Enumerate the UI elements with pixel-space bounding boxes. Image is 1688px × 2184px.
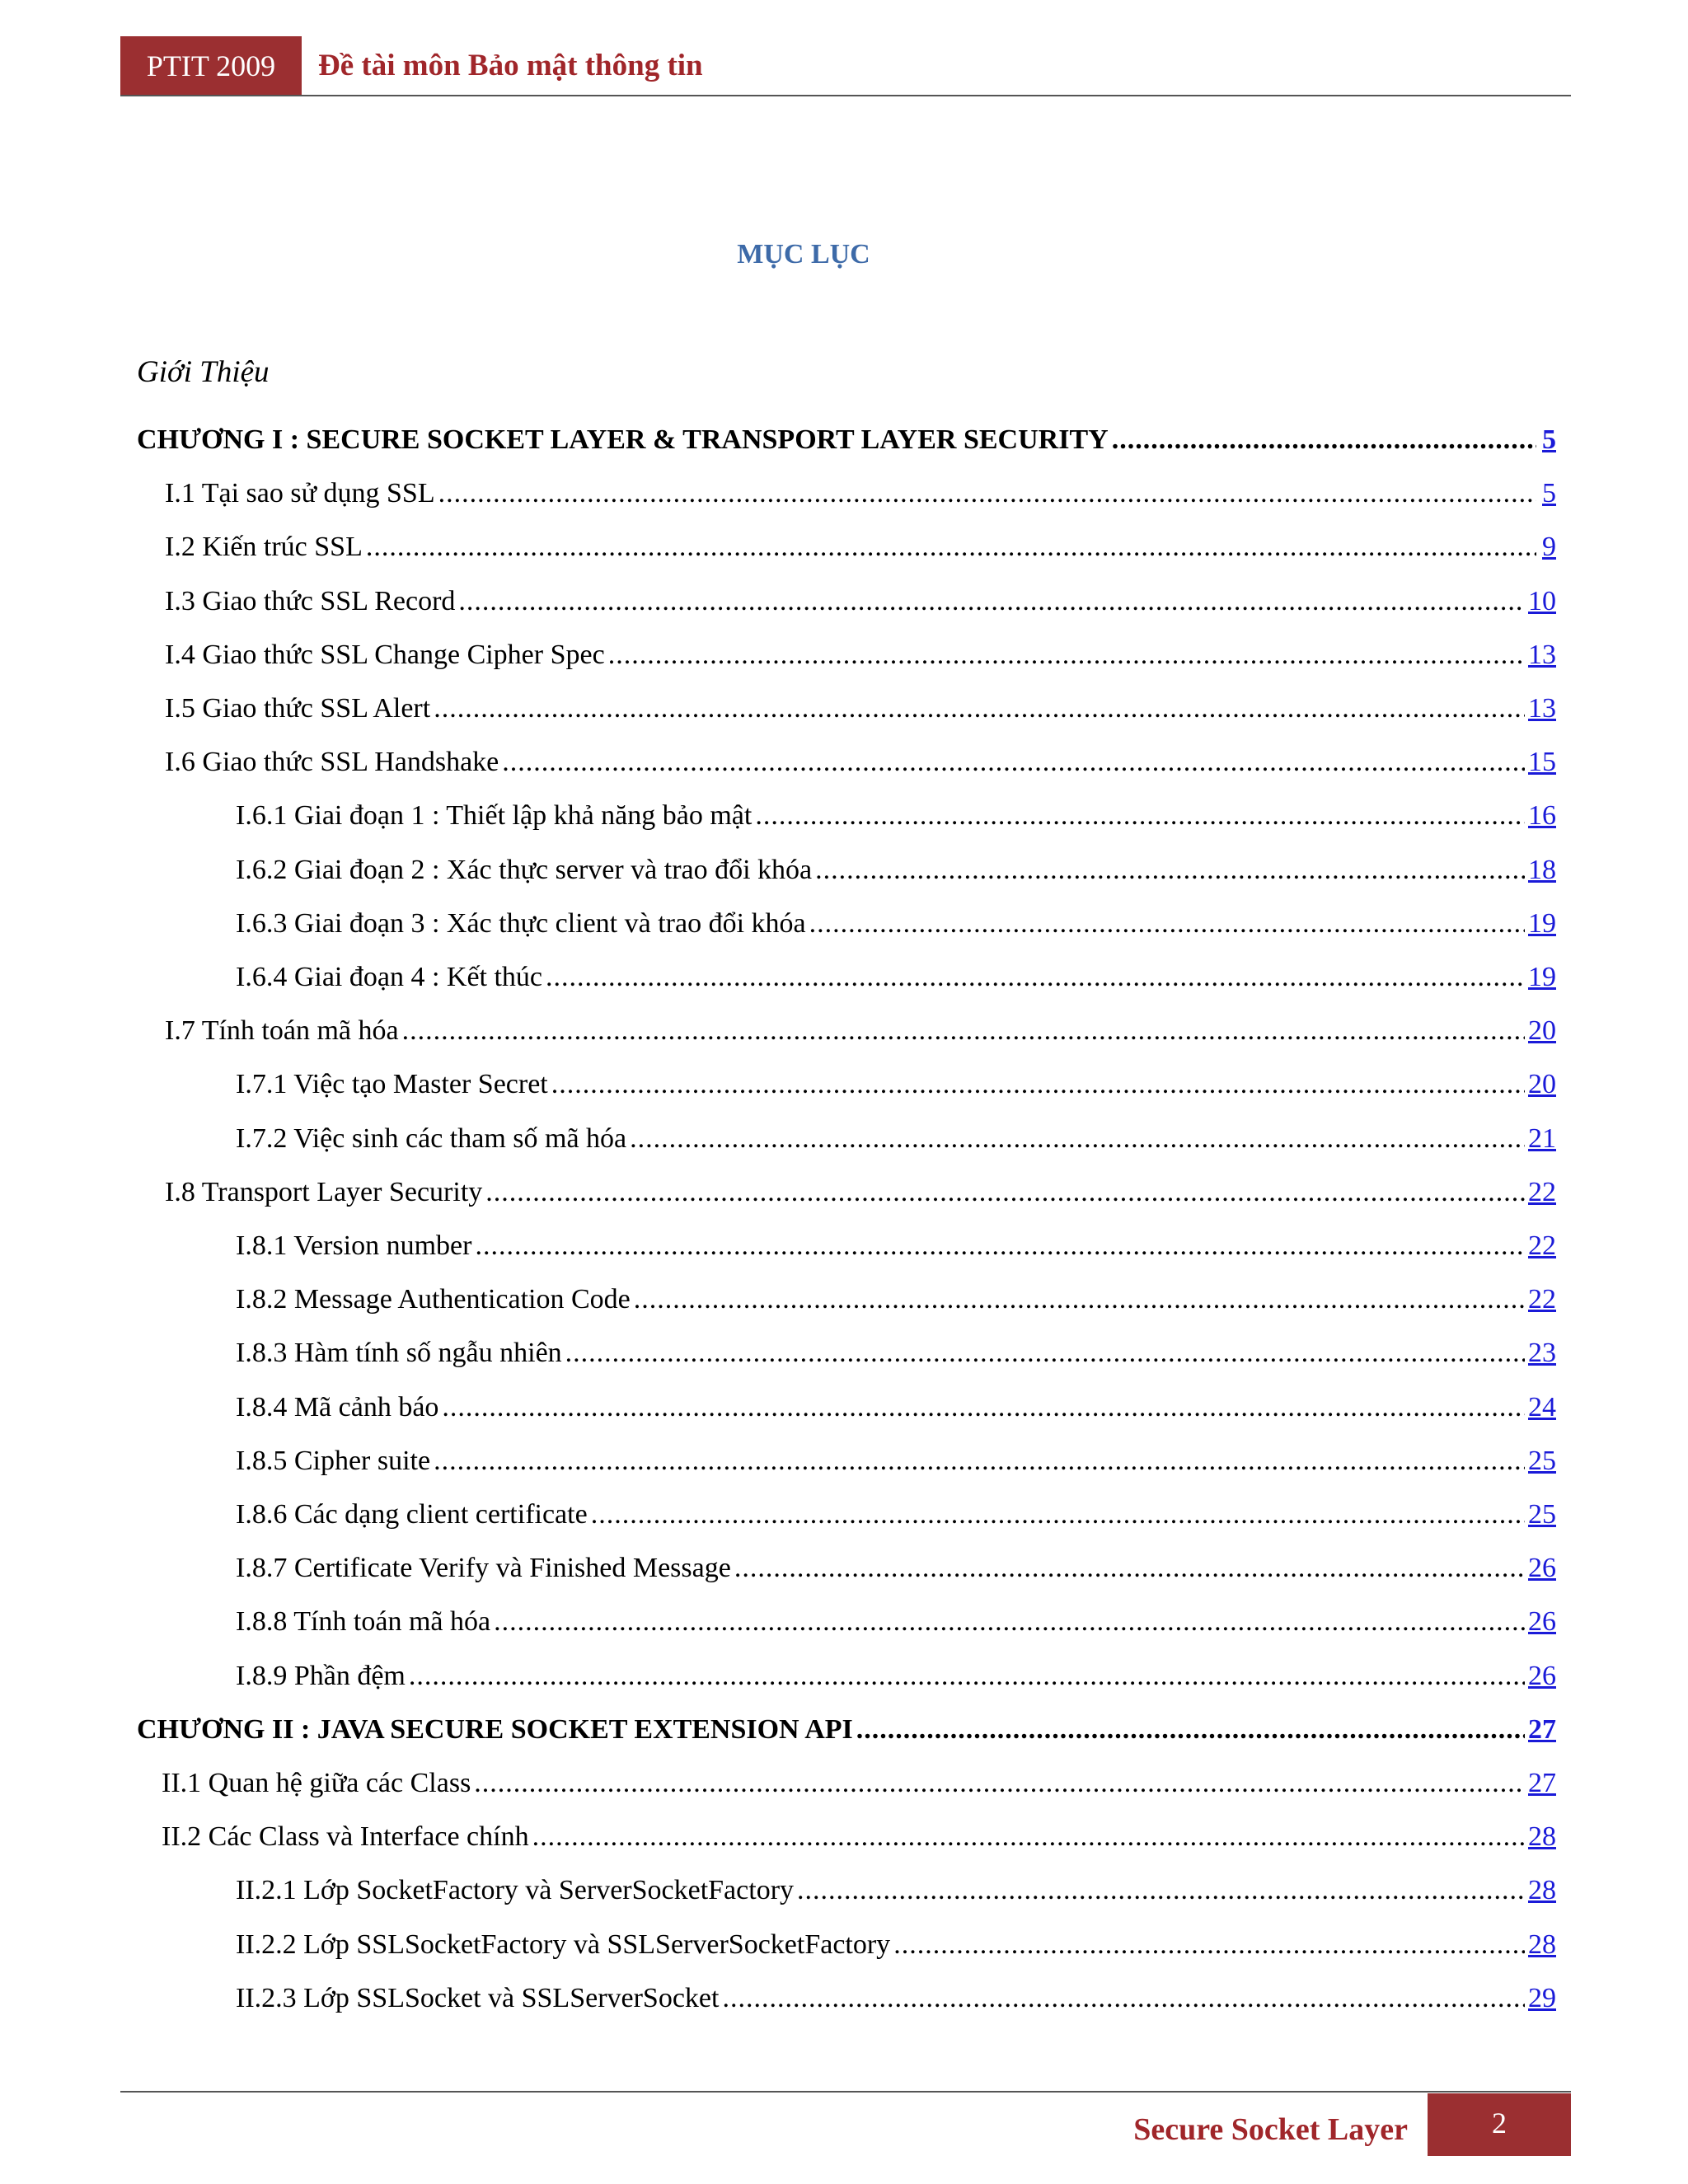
toc-entry-label: I.8.9 Phần đệm xyxy=(236,1660,406,1691)
toc-entry xyxy=(236,1601,1556,1643)
toc-entry xyxy=(236,1118,1556,1160)
toc-entry-label: I.2 Kiến trúc SSL xyxy=(165,532,363,563)
toc-page-link[interactable]: 20 xyxy=(1528,1069,1556,1100)
toc-leader-dots xyxy=(893,1924,1525,1966)
header-title: Đề tài môn Bảo mật thông tin xyxy=(318,49,703,82)
toc-page-link[interactable]: 13 xyxy=(1528,639,1556,670)
toc-entry-label: I.5 Giao thức SSL Alert xyxy=(165,693,431,724)
intro-heading: Giới Thiệu xyxy=(137,355,270,389)
toc-entry xyxy=(236,1869,1556,1912)
toc-entry xyxy=(165,526,1556,569)
toc-leader-dots xyxy=(546,956,1525,999)
toc-chapter-entry xyxy=(137,419,1556,462)
toc-page-link[interactable]: 23 xyxy=(1528,1338,1556,1369)
toc-entry xyxy=(236,1655,1556,1698)
toc-page-link[interactable]: 5 xyxy=(1542,478,1556,509)
toc-page-link[interactable]: 21 xyxy=(1528,1122,1556,1154)
toc-entry xyxy=(165,1010,1556,1052)
toc-page-link[interactable]: 16 xyxy=(1528,800,1556,832)
toc-entry-label: CHƯƠNG II : JAVA SECURE SOCKET EXTENSION API xyxy=(137,1713,853,1745)
toc-leader-dots xyxy=(856,1708,1525,1751)
toc-leader-dots xyxy=(434,1440,1525,1483)
toc-leader-dots xyxy=(565,1332,1525,1375)
toc-leader-dots xyxy=(366,526,1536,569)
toc-page-link[interactable]: 28 xyxy=(1528,1875,1556,1906)
toc-entry-label: II.2.3 Lớp SSLSocket và SSLServerSocket xyxy=(236,1982,720,2013)
toc-entry-label: I.8.6 Các dạng client certificate xyxy=(236,1499,588,1530)
toc-entry-label: I.4 Giao thức SSL Change Cipher Spec xyxy=(165,639,605,670)
toc-page-link[interactable]: 10 xyxy=(1528,585,1556,616)
toc-page-link[interactable]: 9 xyxy=(1542,532,1556,563)
header-divider xyxy=(120,95,1571,96)
toc-page-link[interactable]: 22 xyxy=(1528,1230,1556,1261)
toc-entry-label: I.6.4 Giai đoạn 4 : Kết thúc xyxy=(236,962,543,992)
toc-leader-dots xyxy=(485,1171,1525,1214)
toc-entry-label: I.6.2 Giai đoạn 2 : Xác thực server và trao đổi khóa xyxy=(236,854,813,885)
toc-entry xyxy=(236,1547,1556,1590)
toc-leader-dots xyxy=(755,794,1525,837)
toc-heading: MỤC LỤC xyxy=(737,239,870,269)
toc-entry xyxy=(236,849,1556,892)
toc-entry-label: II.2.1 Lớp SocketFactory và ServerSocketFactory xyxy=(236,1875,795,1906)
toc-page-link[interactable]: 22 xyxy=(1528,1284,1556,1315)
toc-entry-label: I.8.4 Mã cảnh báo xyxy=(236,1391,439,1422)
toc-entry xyxy=(236,794,1556,837)
toc-page-link[interactable]: 25 xyxy=(1528,1499,1556,1530)
toc-leader-dots xyxy=(722,1977,1525,2020)
toc-page-link[interactable]: 5 xyxy=(1542,424,1556,455)
toc-leader-dots xyxy=(402,1010,1525,1052)
toc-leader-dots xyxy=(797,1869,1525,1912)
toc-leader-dots xyxy=(532,1816,1525,1858)
toc-page-link[interactable]: 15 xyxy=(1528,747,1556,778)
toc-entry xyxy=(236,1278,1556,1321)
toc-page-link[interactable]: 20 xyxy=(1528,1015,1556,1047)
toc-leader-dots xyxy=(815,849,1525,892)
toc-entry xyxy=(236,1924,1556,1966)
toc-page-link[interactable]: 28 xyxy=(1528,1821,1556,1853)
toc-page-link[interactable]: 19 xyxy=(1528,907,1556,939)
toc-entry xyxy=(236,902,1556,945)
footer-divider xyxy=(120,2091,1571,2093)
toc-entry xyxy=(236,1386,1556,1429)
toc-leader-dots xyxy=(591,1493,1525,1536)
toc-page-link[interactable]: 27 xyxy=(1528,1713,1556,1745)
toc-entry-label: I.3 Giao thức SSL Record xyxy=(165,585,456,616)
toc-entry-label: II.2 Các Class và Interface chính xyxy=(162,1821,529,1853)
toc-entry-label: I.6.3 Giai đoạn 3 : Xác thực client và trao đổi khóa xyxy=(236,907,806,939)
header-badge: PTIT 2009 xyxy=(120,36,302,96)
toc-leader-dots xyxy=(1112,419,1536,462)
toc-leader-dots xyxy=(409,1655,1525,1698)
toc-entry xyxy=(165,634,1556,677)
toc-entry-label: I.7.2 Việc sinh các tham số mã hóa xyxy=(236,1122,627,1154)
toc-leader-dots xyxy=(442,1386,1525,1429)
toc-leader-dots xyxy=(634,1278,1525,1321)
footer-page-number: 2 xyxy=(1428,2093,1571,2156)
toc-entry xyxy=(236,956,1556,999)
toc-leader-dots xyxy=(630,1118,1525,1160)
toc-leader-dots xyxy=(494,1601,1525,1643)
page-header xyxy=(120,36,1571,96)
toc-entry-label: I.6.1 Giai đoạn 1 : Thiết lập khả năng bảo mật xyxy=(236,800,753,832)
toc-entry xyxy=(236,1977,1556,2020)
toc-page-link[interactable]: 18 xyxy=(1528,854,1556,885)
toc-chapter-entry xyxy=(137,1708,1556,1751)
toc-page-link[interactable]: 29 xyxy=(1528,1982,1556,2013)
footer-title: Secure Socket Layer xyxy=(1133,2112,1408,2147)
toc-entry-label: II.2.2 Lớp SSLSocketFactory và SSLServerSocketFactory xyxy=(236,1929,891,1960)
toc-leader-dots xyxy=(474,1762,1525,1805)
toc-page-link[interactable]: 26 xyxy=(1528,1660,1556,1691)
toc-entry-label: I.1 Tại sao sử dụng SSL xyxy=(165,478,435,509)
toc-entry-label: I.8.5 Cipher suite xyxy=(236,1445,431,1476)
toc-leader-dots xyxy=(438,472,1536,515)
toc-leader-dots xyxy=(458,580,1525,623)
toc-entry-label: I.7 Tính toán mã hóa xyxy=(165,1015,399,1047)
toc-entry xyxy=(165,580,1556,623)
toc-entry xyxy=(236,1225,1556,1268)
toc-page-link[interactable]: 22 xyxy=(1528,1176,1556,1207)
toc-leader-dots xyxy=(434,687,1525,730)
toc-entry xyxy=(165,687,1556,730)
toc-entry xyxy=(165,1171,1556,1214)
toc-entry xyxy=(236,1440,1556,1483)
toc-entry xyxy=(165,472,1556,515)
toc-leader-dots xyxy=(551,1063,1525,1106)
toc-entry-label: I.8.1 Version number xyxy=(236,1230,472,1261)
toc-entry xyxy=(165,741,1556,784)
toc-page-link[interactable]: 26 xyxy=(1528,1606,1556,1638)
toc-entry-label: I.8.2 Message Authentication Code xyxy=(236,1284,631,1315)
toc-entry-label: I.8.3 Hàm tính số ngẫu nhiên xyxy=(236,1338,562,1369)
toc-leader-dots xyxy=(608,634,1525,677)
toc-entry-label: I.6 Giao thức SSL Handshake xyxy=(165,747,499,778)
toc-entry-label: I.8 Transport Layer Security xyxy=(165,1176,483,1207)
toc-page-link[interactable]: 24 xyxy=(1528,1391,1556,1422)
toc-entry xyxy=(236,1063,1556,1106)
toc-page-link[interactable]: 19 xyxy=(1528,962,1556,992)
toc-leader-dots xyxy=(475,1225,1525,1268)
toc-page-link[interactable]: 26 xyxy=(1528,1553,1556,1584)
toc-entry xyxy=(236,1332,1556,1375)
toc-entry xyxy=(236,1493,1556,1536)
toc-page-link[interactable]: 27 xyxy=(1528,1768,1556,1798)
toc-entry-label: II.1 Quan hệ giữa các Class xyxy=(162,1768,471,1798)
toc-entry-label: I.7.1 Việc tạo Master Secret xyxy=(236,1069,548,1100)
toc-page-link[interactable]: 25 xyxy=(1528,1445,1556,1476)
toc-entry xyxy=(162,1816,1556,1858)
toc-page-link[interactable]: 13 xyxy=(1528,693,1556,724)
toc-entry-label: I.8.7 Certificate Verify và Finished Message xyxy=(236,1553,731,1584)
toc-page-link[interactable]: 28 xyxy=(1528,1929,1556,1960)
toc-leader-dots xyxy=(809,902,1525,945)
toc-entry xyxy=(162,1762,1556,1805)
toc-leader-dots xyxy=(502,741,1525,784)
toc-entry-label: I.8.8 Tính toán mã hóa xyxy=(236,1606,491,1638)
toc-leader-dots xyxy=(734,1547,1525,1590)
toc-entry-label: CHƯƠNG I : SECURE SOCKET LAYER & TRANSPORT LAYER SECURITY xyxy=(137,424,1109,455)
